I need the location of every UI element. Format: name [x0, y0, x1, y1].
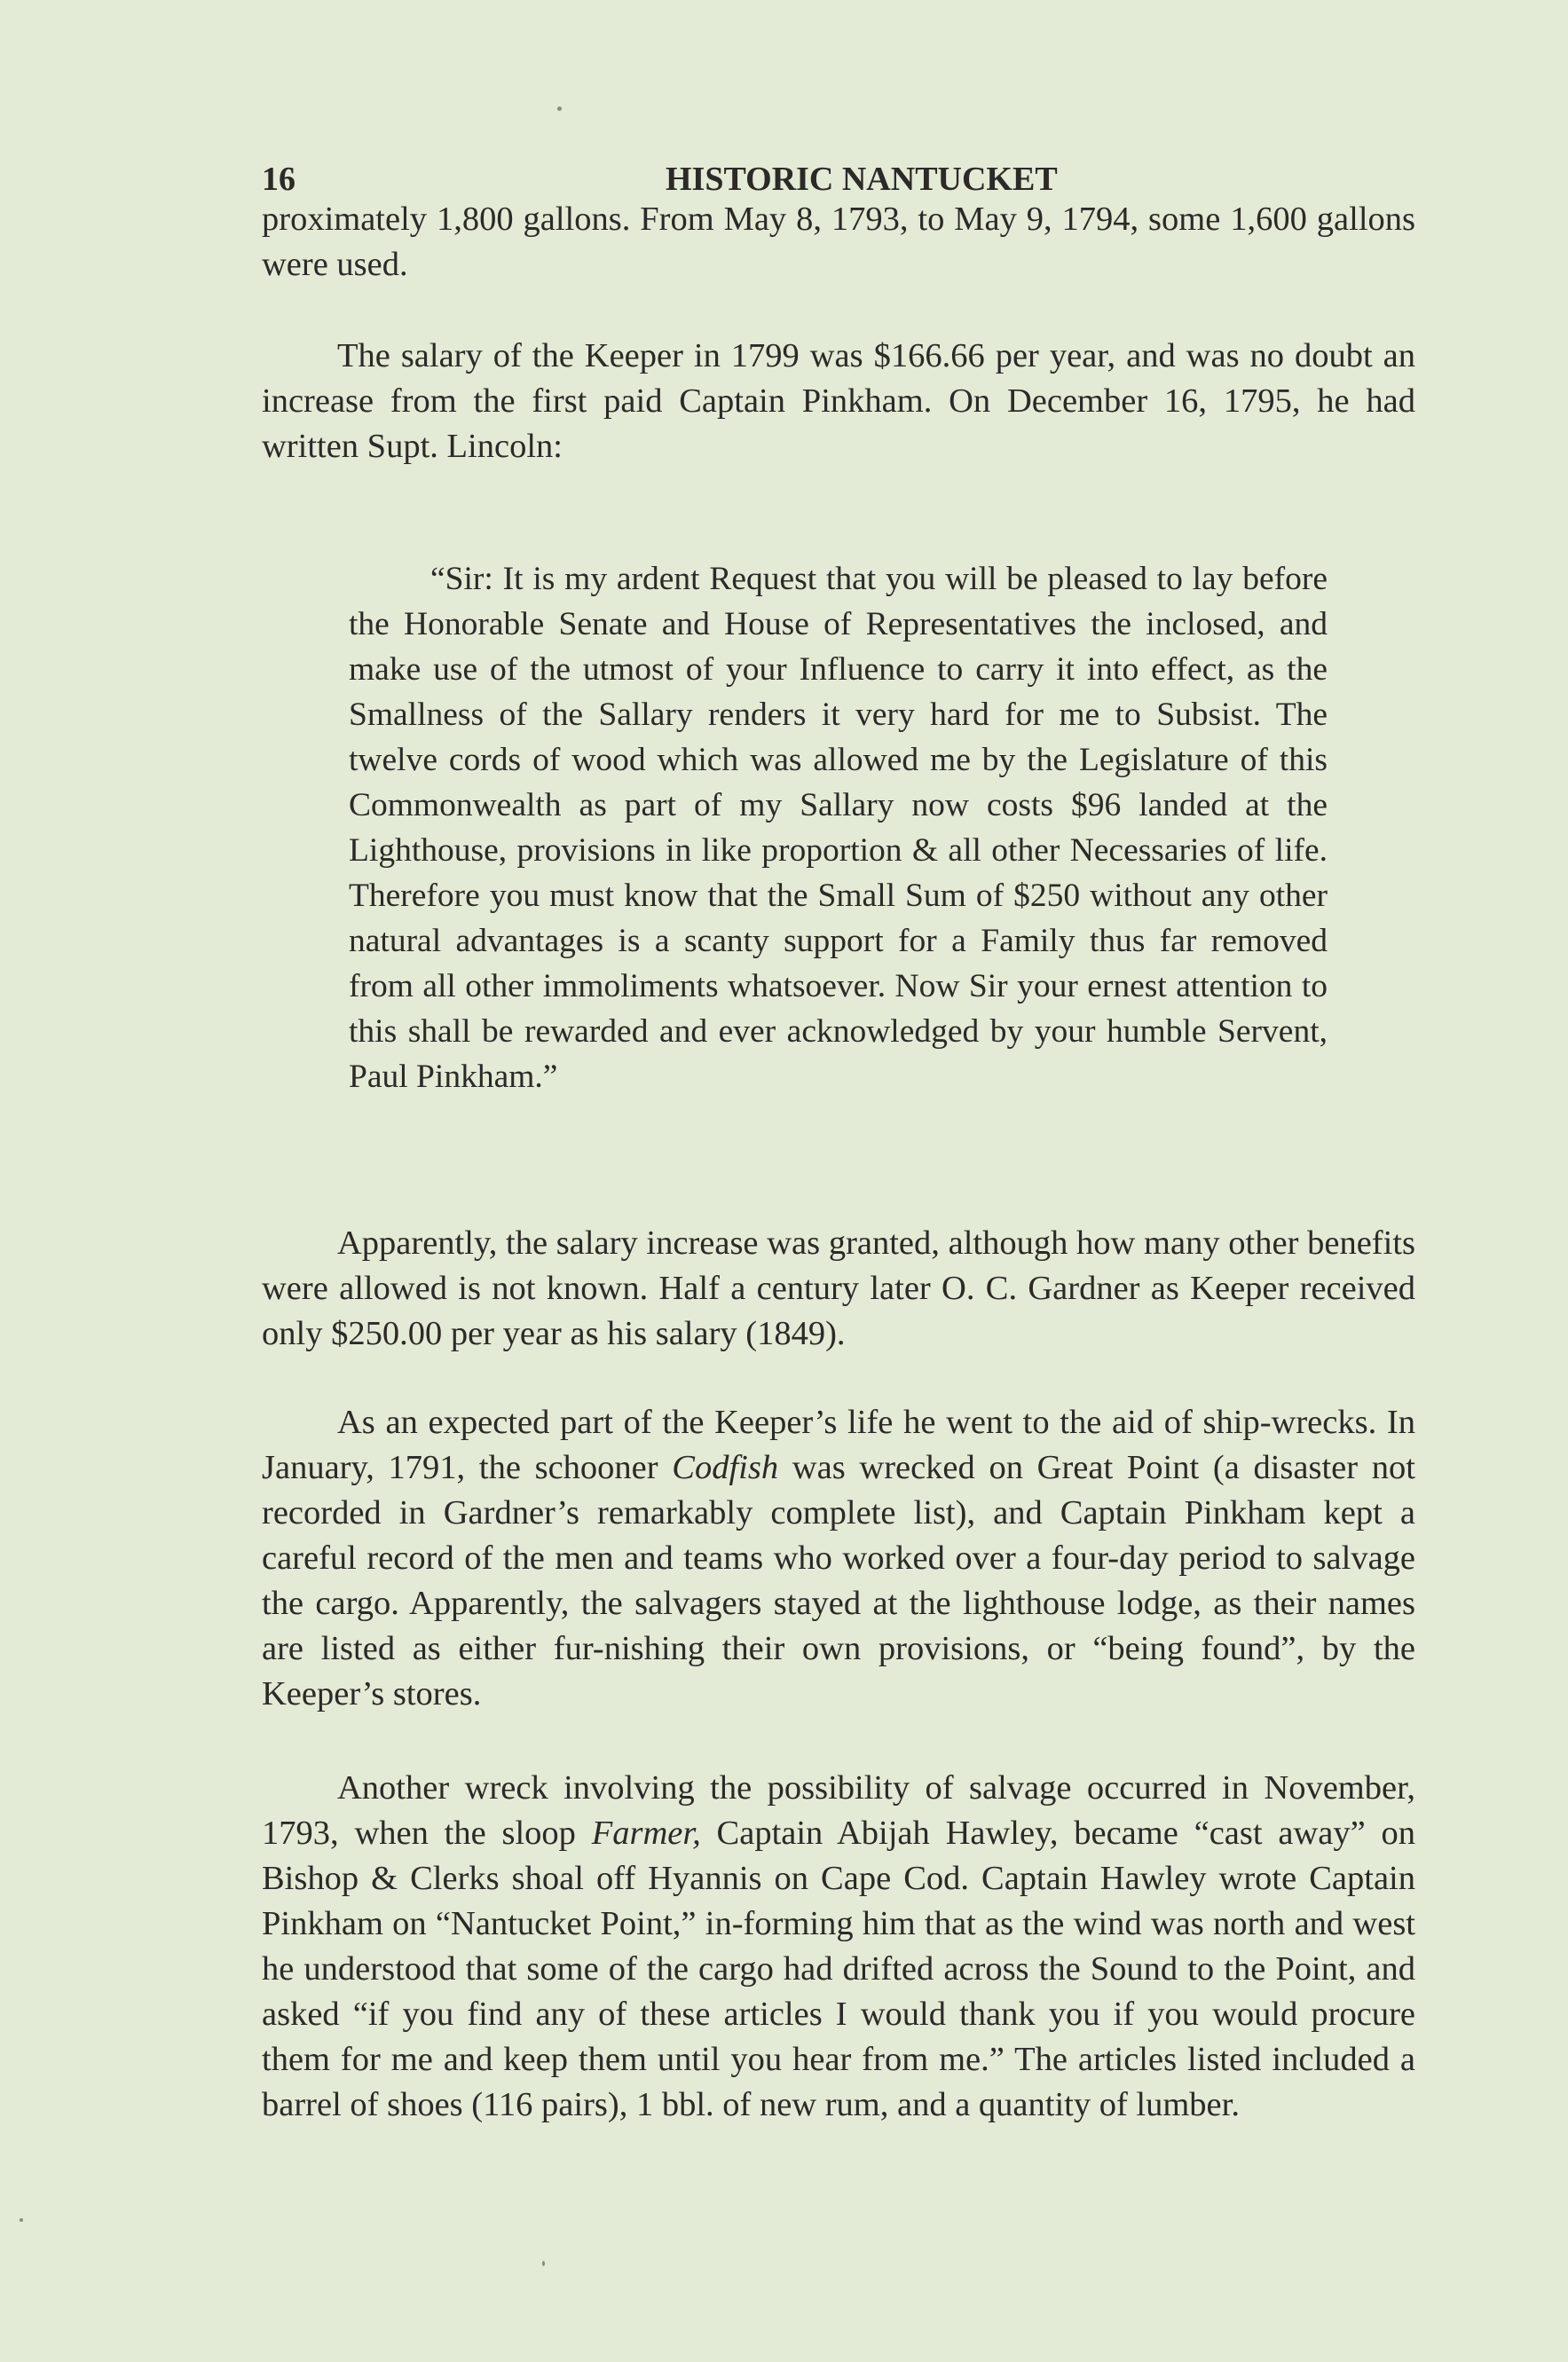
paper-speck [557, 106, 562, 111]
running-title: HISTORIC NANTUCKET [666, 161, 1058, 198]
paragraph-shipwrecks [262, 1400, 1415, 1717]
paper-speck [542, 2261, 545, 2266]
paragraph-shipwrecks-text-b: was wrecked on Great Point (a disaster not recorded in Gardner’s remarkably complete list), and Captain Pinkham kept a careful record of the men and teams who worked over a four-day period to salvage the cargo. Apparently, the salvagers stayed at the lighthouse lodge, as their names are listed as either fur-nishing their own provisions, or “being found”, by the Keeper’s stores. [262, 1449, 1415, 1712]
paper-speck [20, 2218, 23, 2222]
paragraph-another-wreck-text-a: Another wreck involving the possibility of salvage occurred in November, 1793, when the sloop [262, 1769, 1415, 1852]
ship-name-farmer: Farmer, [591, 1815, 701, 1852]
page-number: 16 [262, 161, 295, 198]
paragraph-another-wreck [262, 1766, 1415, 2128]
paragraph-continuation: proximately 1,800 gallons. From May 8, 1793, to May 9, 1794, some 1,600 gallons were used. [262, 201, 1415, 283]
paragraph-salary-increase: Apparently, the salary increase was granted, although how many other benefits were allowed is not known. Half a century later O. C. Gardner as Keeper received only $250.00 per year as his salary (1849). [262, 1224, 1415, 1352]
ship-name-codfish: Codfish [672, 1449, 779, 1486]
paragraph-shipwrecks-text-a: As an expected part of the Keeper’s life he went to the aid of ship-wrecks. In January, 1791, the schooner [262, 1404, 1415, 1486]
paragraph-keeper-salary: The salary of the Keeper in 1799 was $166.66 per year, and was no doubt an increase from the first paid Captain Pinkham. On December 16, 1795, he had written Supt. Lincoln: [262, 337, 1415, 465]
block-quote-letter: “Sir: It is my ardent Request that you will be pleased to lay before the Honorable Senate and House of Representatives the inclosed, and make use of the utmost of your Influence to carry it into effect, as the Smallness of the Sallary renders it very hard for me to Subsist. The twelve cords of wood which was allowed me by the Legislature of this Commonwealth as part of my Sallary now costs $96 landed at the Lighthouse, provisions in like proportion & all other Necessaries of life. Therefore you must know that the Small Sum of $250 without any other natural advantages is a scanty support for a Family thus far removed from all other immoliments whatsoever. Now Sir your ernest attention to this shall be rewarded and ever acknowledged by your humble Servent, Paul Pinkham.” [349, 561, 1328, 1095]
paragraph-another-wreck-text-b: Captain Abijah Hawley, became “cast away” on Bishop & Clerks shoal off Hyannis on Cape Cod. Captain Hawley wrote Captain Pinkham on “Nantucket Point,” in-forming him that as the wind was north and west he understood that some of the cargo had drifted across the Sound to the Point, and asked “if you find any of these articles I would thank you if you would procure them for me and keep them until you hear from me.” The articles listed included a barrel of shoes (116 pairs), 1 bbl. of new rum, and a quantity of lumber. [262, 1815, 1416, 2123]
